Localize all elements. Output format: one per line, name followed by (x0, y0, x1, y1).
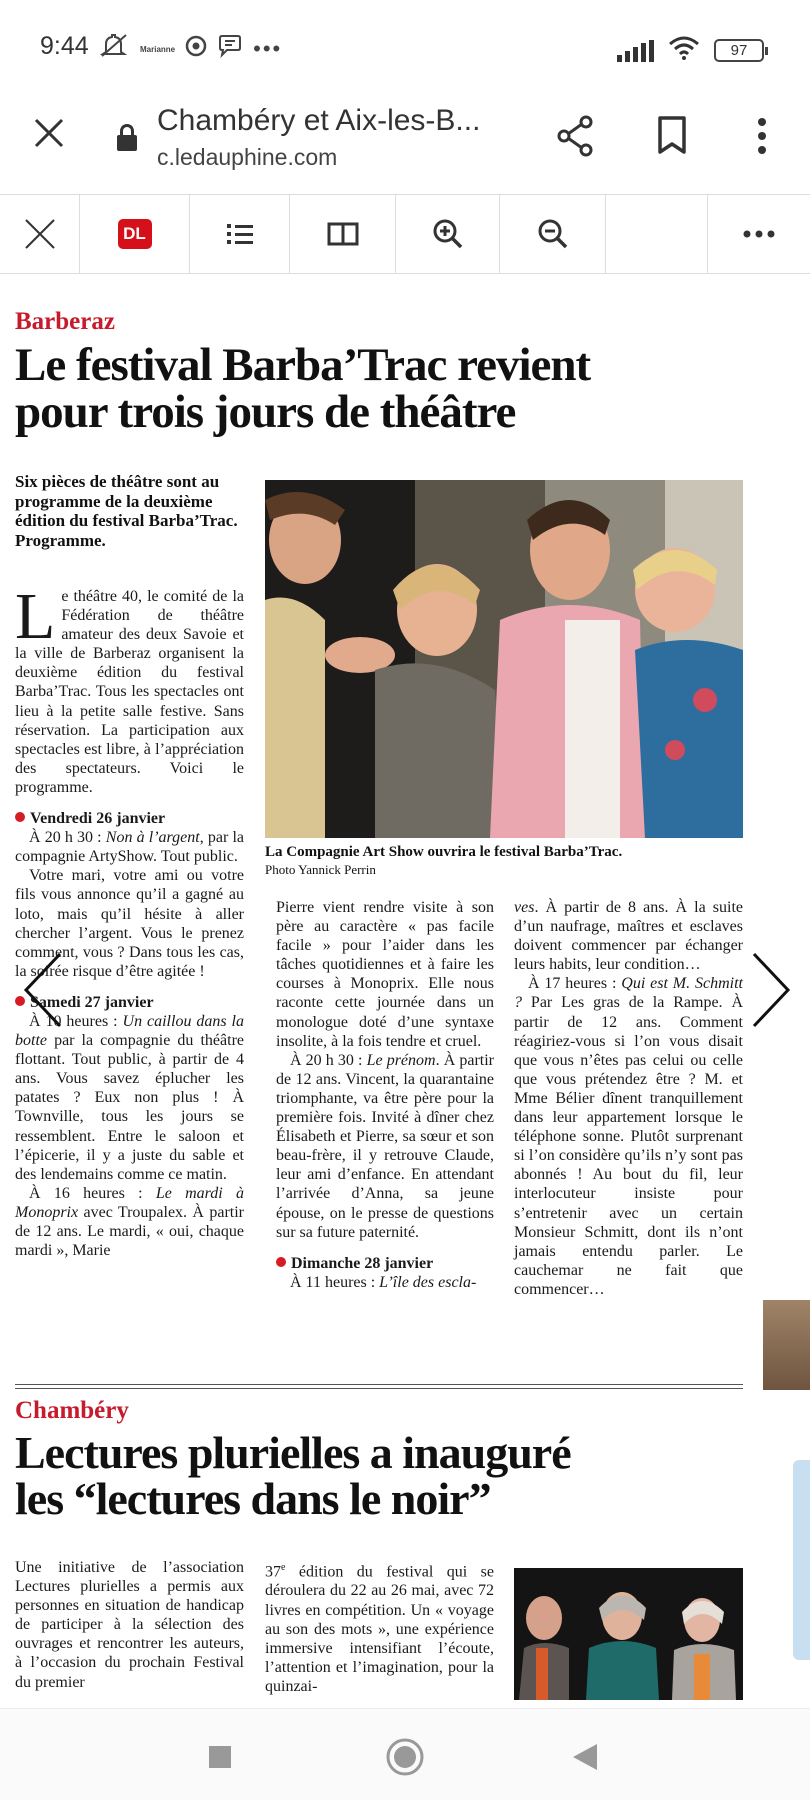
status-time: 9:44 (40, 32, 89, 60)
zoom-in-icon (432, 218, 464, 250)
back-button[interactable] (572, 1743, 598, 1776)
more-horiz-icon (743, 230, 775, 238)
next-page-edge (793, 1460, 810, 1660)
next-page-button[interactable] (748, 950, 794, 1035)
article1-column-1: Le théâtre 40, le comité de la Fédération de théâtre amateur des deux Savoie et la ville de Barberaz organisent la deuxième édition du festival Barba’Trac. Tous les spectacles ont lieu à la petite salle festive. Sans réservation. La participation aux spectacles est libre, à l’appréciation des spectateurs. Voici le programme. Vendredi 26 janvier À 20 h 30 : Non à l’argent, par la compagnie ArtyShow. Tout public. Votre mari, votre ami ou votre fils vous annonce qu’il a gagné au loto, mais qu’il hésite à aller chercher l’argent. Vous le prenez comment, vous ? Dans tous les cas, la soirée risque d’être agitée ! Samedi 27 janvier À 10 heures : Un caillou dans la botte par la compagnie du théâtre flottant. Tout public, à partir de 4 ans. Vous savez éplucher les patates ? Eux non plus ! À Townville, tous les jours se ressemblent. Entre le saloon et l’épicerie, il y a juste du sable et des lendemains comme ce matin. À 16 heures : Le mardi à Monoprix avec Troupalex. À partir de 12 ans. Le mardi, « oui, chaque mardi », Marie (15, 580, 245, 1260)
article-divider (15, 1384, 743, 1385)
article2-column-1: Une initiative de l’association Lectures plurielles a permis aux personnes en situation de handicap de participer à la sélection des ouvrages et rencontrer les auteurs, à l’occasion du prochain Festival du premier (15, 1559, 244, 1691)
battery-indicator: 97 (714, 39, 764, 62)
lock-icon (117, 124, 137, 154)
page-url[interactable]: c.ledauphine.com (157, 144, 338, 170)
article1-headline: Le festival Barba’Trac revient pour trois jours de théâtre (15, 339, 591, 438)
article2-kicker: Chambéry (15, 1397, 129, 1424)
toolbar-close-button[interactable] (0, 195, 80, 273)
article1-kicker: Barberaz (15, 308, 115, 335)
dropcap: L (15, 580, 56, 653)
carrier-mini-label: Marianne (140, 44, 176, 54)
back-icon (572, 1743, 598, 1771)
day-heading: Dimanche 28 janvier (276, 1254, 494, 1273)
article1-column-2: Pierre vient rendre visite à son père au caractère « pas facile facile » pour l’aider dans les tâches quotidiennes et à faire les courses à Monoprix. Elle nous raconte cette journée dans un monologue doté d’une syntaxe insolite, à la fois tendre et cruel. À 20 h 30 : Le prénom. À partir de 12 ans. Vincent, la quarantaine triomphante, va être père pour la première fois. Invité à dîner chez Élisabeth et Pierre, sa sœur et son beau-frère, il y retrouve Claude, leur ami d’enfance. En attendant l’arrivée d’Anna, sa jeune épouse, on le presse de questions sur sa future paternité. Dimanche 28 janvier À 11 heures : L’île des escla- (276, 899, 495, 1291)
article1-caption: La Compagnie Art Show ouvrira le festival Barba’Trac. Photo Yannick Perrin (265, 843, 743, 879)
home-button[interactable] (385, 1737, 425, 1782)
share-button[interactable] (556, 114, 596, 163)
bookmark-button[interactable] (656, 114, 688, 163)
toolbar-list-button[interactable] (190, 195, 290, 273)
ledauphine-logo: DL (118, 219, 152, 249)
article1-column-3: ves. À partir de 8 ans. À la suite d’un naufrage, maîtres et esclaves doivent commencer par échanger leurs habits, leur condition… À 17 heures : Qui est M. Schmitt ? Par Les gras de la Rampe. À partir de 12 ans. Comment réagiriez-vous si l’on vous disait que vous n’êtes pas celui ou celle que vous prétendez être ? M. et Mme Bélier dînent tranquillement dans leur appartement lorsque le téléphone sonne. Plutôt surprenant si l’on considère qu’ils n’y sont pas abonnés ! Au bout du fil, leur interlocuteur insiste pour s’entretenir avec un certain Monsieur Schmitt, dont ils n’ont jamais entendu parler. Le cauchemar ne fait que commencer… (514, 899, 744, 1298)
photo-credit: Photo Yannick Perrin (265, 862, 376, 877)
mute-notification-icon (100, 34, 130, 64)
chrome-icon (185, 35, 207, 63)
more-vert-icon (752, 114, 772, 158)
next-page-preview (763, 1300, 810, 1390)
theatre-photo-image (265, 480, 743, 838)
close-tab-button[interactable] (32, 116, 66, 157)
article2-photo (514, 1568, 743, 1700)
previous-page-button[interactable] (20, 950, 66, 1035)
recents-icon (208, 1745, 232, 1769)
article1-photo (265, 480, 743, 838)
book-pages-icon (327, 221, 359, 247)
wifi-icon (668, 36, 700, 65)
article2-column-2: 37e édition du festival qui se déroulera du 22 au 26 mai, avec 72 livres en compétition. Un « voyage au son des mots », une expérience immersive intensifiant l’écoute, l’attention et l’imagination, pour la quinzai- (265, 1562, 494, 1695)
toolbar-zoom-in-button[interactable] (396, 195, 500, 273)
close-icon (23, 217, 57, 251)
message-icon (217, 34, 243, 64)
chevron-left-icon (20, 950, 66, 1030)
day-heading: Samedi 27 janvier (15, 993, 244, 1012)
system-nav-bar (0, 1708, 810, 1800)
zoom-out-icon (537, 218, 569, 250)
signal-icon (617, 40, 654, 62)
toolbar-logo-button[interactable] (80, 195, 190, 273)
recents-button[interactable] (208, 1745, 232, 1774)
home-icon (385, 1737, 425, 1777)
browser-header (0, 96, 810, 192)
toolbar-page-view-button[interactable] (290, 195, 396, 273)
toolbar-more-button[interactable] (708, 195, 810, 273)
close-icon (32, 116, 66, 150)
reader-toolbar (0, 194, 810, 274)
browser-menu-button[interactable] (752, 114, 772, 163)
more-notifications-icon: ••• (253, 36, 283, 61)
bookmark-icon (656, 114, 688, 158)
page-title[interactable]: Chambéry et Aix-les-B... (157, 104, 481, 137)
toolbar-zoom-out-button[interactable] (500, 195, 606, 273)
chevron-right-icon (748, 950, 794, 1030)
article1-lede: Six pièces de théâtre sont au programme de la deuxième édition du festival Barba’Trac. Programme. (15, 472, 238, 550)
article2-headline: Lectures plurielles a inauguré les “lectures dans le noir” (15, 1427, 571, 1524)
day-heading: Vendredi 26 janvier (15, 809, 244, 828)
share-icon (556, 114, 596, 158)
status-bar (0, 0, 810, 96)
readers-photo-image (514, 1568, 743, 1700)
list-icon (226, 222, 254, 246)
